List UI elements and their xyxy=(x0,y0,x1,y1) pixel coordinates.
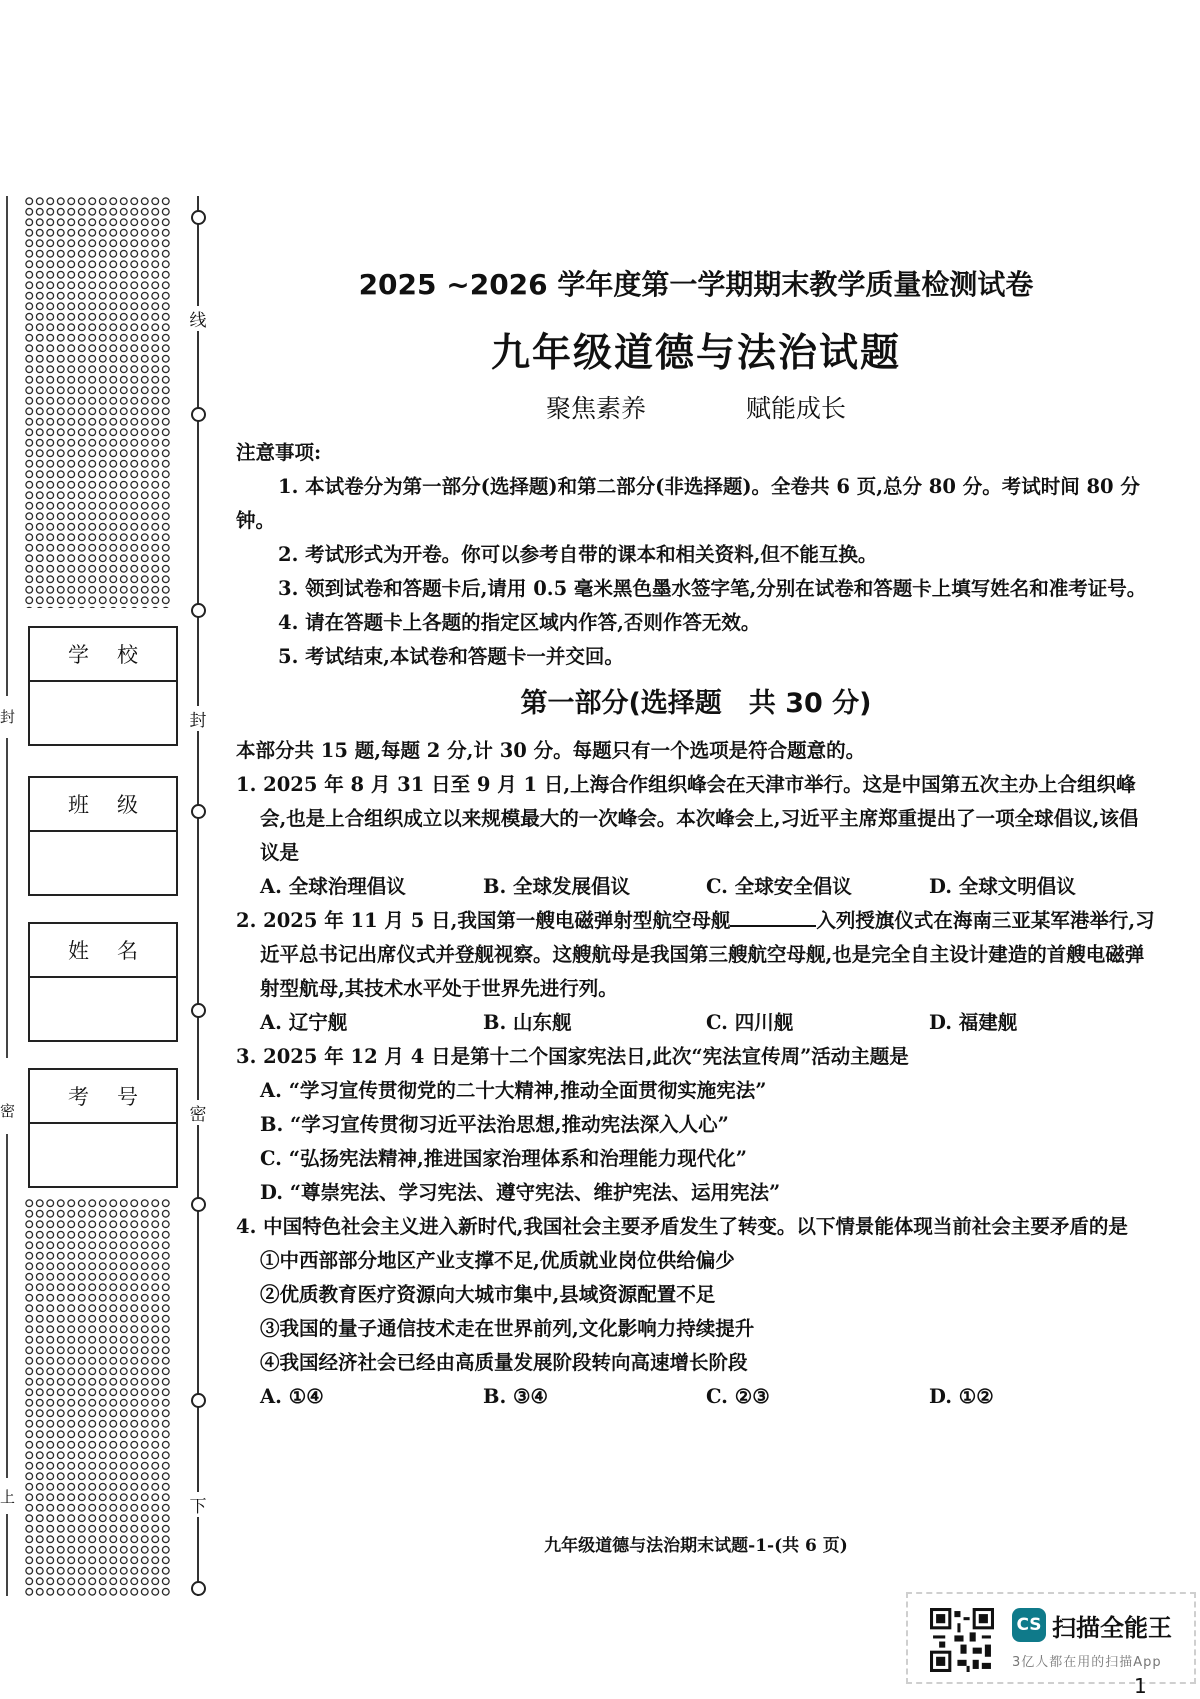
edge-line xyxy=(6,196,8,696)
statement: ①中西部部分地区产业支撑不足,优质就业岗位供给偏少 xyxy=(260,1249,735,1272)
option[interactable]: D. 全球文明倡议 xyxy=(929,875,1076,898)
option[interactable]: A. ①④ xyxy=(260,1385,324,1408)
school-field[interactable] xyxy=(28,626,178,746)
seal-mark-line: 线 xyxy=(188,306,208,331)
scanner-watermark xyxy=(906,1592,1196,1684)
notice-item: 5. 考试结束,本试卷和答题卡一并交回。 xyxy=(278,645,624,668)
seal-circle xyxy=(191,603,206,618)
corner-page-number: 1 xyxy=(1134,1674,1147,1698)
slogan-right: 赋能成长 xyxy=(745,394,846,423)
statement: ②优质教育医疗资源向大城市集中,县域资源配置不足 xyxy=(260,1283,716,1306)
option[interactable]: A. 全球治理倡议 xyxy=(260,875,406,898)
page-footer: 九年级道德与法治期末试题-1-(共 6 页) xyxy=(544,1536,848,1556)
part1-intro: 本部分共 15 题,每题 2 分,计 30 分。每题只有一个选项是符合题意的。 xyxy=(236,739,866,762)
class-label: 班级 xyxy=(30,778,176,832)
name-label: 姓名 xyxy=(30,924,176,978)
option[interactable]: B. 山东舰 xyxy=(483,1011,572,1034)
class-field[interactable] xyxy=(28,776,178,896)
scanner-app-name: 扫描全能王 xyxy=(1052,1614,1172,1642)
edge-line xyxy=(6,1134,8,1478)
exam-body xyxy=(236,436,1156,1414)
seal-mark-down: 下 xyxy=(188,1492,208,1517)
edge-line xyxy=(6,1514,8,1596)
edge-mark: 封 xyxy=(0,708,16,726)
subject-title: 九年级道德与法治试题 xyxy=(490,331,901,376)
question-2-options xyxy=(236,1006,1156,1040)
notice-item: 1. 本试卷分为第一部分(选择题)和第二部分(非选择题)。全卷共 6 页,总分 80 分。考试时间 80 分钟。 xyxy=(236,475,1140,532)
qr-code-icon xyxy=(930,1608,994,1672)
option[interactable]: B. “学习宣传贯彻习近平法治思想,推动宪法深入人心” xyxy=(260,1113,729,1136)
bubble-grid-bottom xyxy=(24,1198,172,1596)
seal-circle xyxy=(191,210,206,225)
option[interactable]: A. 辽宁舰 xyxy=(260,1011,348,1034)
exam-title: 2025 ~2026 学年度第一学期期末教学质量检测试卷 xyxy=(358,268,1034,301)
camscanner-logo-icon: CS xyxy=(1012,1608,1046,1642)
bubble-grid-top xyxy=(24,196,172,608)
edge-mark: 密 xyxy=(0,1102,16,1120)
exam-number-label: 考号 xyxy=(30,1070,176,1124)
exam-number-field[interactable] xyxy=(28,1068,178,1188)
name-field[interactable] xyxy=(28,922,178,1042)
seal-circle xyxy=(191,407,206,422)
question-1-options xyxy=(236,870,1156,904)
slogan xyxy=(236,389,1156,425)
answer-blank xyxy=(730,907,816,927)
seal-line xyxy=(197,196,199,1596)
question-4-stem: 4. 中国特色社会主义进入新时代,我国社会主要矛盾发生了转变。以下情景能体现当前社会主要矛盾的是 xyxy=(236,1215,1128,1238)
edge-line xyxy=(6,738,8,1058)
question-4-options xyxy=(236,1380,1156,1414)
option[interactable]: D. ①② xyxy=(929,1385,994,1408)
part1-title: 第一部分(选择题 共 30 分) xyxy=(520,688,872,719)
option[interactable]: C. “弘扬宪法精神,推进国家治理体系和治理能力现代化” xyxy=(260,1147,747,1170)
edge-mark: 上 xyxy=(0,1488,16,1506)
seal-circle xyxy=(191,1197,206,1212)
statement: ③我国的量子通信技术走在世界前列,文化影响力持续提升 xyxy=(260,1317,755,1340)
notice-heading: 注意事项: xyxy=(236,441,322,464)
question-2-stem-before: 2. 2025 年 11 月 5 日,我国第一艘电磁弹射型航空母舰 xyxy=(236,909,731,932)
statement: ④我国经济社会已经由高质量发展阶段转向高速增长阶段 xyxy=(260,1351,748,1374)
option[interactable]: D. “尊崇宪法、学习宪法、遵守宪法、维护宪法、运用宪法” xyxy=(260,1181,781,1204)
seal-mark-secret: 密 xyxy=(188,1100,208,1125)
option[interactable]: C. 全球安全倡议 xyxy=(706,875,852,898)
option[interactable]: A. “学习宣传贯彻党的二十大精神,推动全面贯彻实施宪法” xyxy=(260,1079,767,1102)
option[interactable]: C. ②③ xyxy=(706,1385,770,1408)
option[interactable]: B. 全球发展倡议 xyxy=(483,875,631,898)
school-label: 学校 xyxy=(30,628,176,682)
question-2-stem xyxy=(236,904,1156,1006)
question-2-stem-after: 入列授旗仪式在海南三亚某军港举行,习近平总书记出席仪式并登舰视察。这艘航母是我国第三艘航空母舰,也是完全自主设计建造的首艘电磁弹射型航母,其技术水平处于世界先进行列。 xyxy=(260,909,1155,1000)
notice-item: 4. 请在答题卡上各题的指定区域内作答,否则作答无效。 xyxy=(278,611,761,634)
question-1-stem: 1. 2025 年 8 月 31 日至 9 月 1 日,上海合作组织峰会在天津市举行。这是中国第五次主办上合组织峰会,也是上合组织成立以来规模最大的一次峰会。本次峰会上,习近平主席郑重提出了一项全球倡议,该倡议是 xyxy=(236,773,1139,864)
seal-circle xyxy=(191,1581,206,1596)
seal-circle xyxy=(191,804,206,819)
option[interactable]: B. ③④ xyxy=(483,1385,549,1408)
seal-circle xyxy=(191,1003,206,1018)
option[interactable]: D. 福建舰 xyxy=(929,1011,1018,1034)
question-3-stem: 3. 2025 年 12 月 4 日是第十二个国家宪法日,此次“宪法宣传周”活动主题是 xyxy=(236,1045,909,1068)
notice-item: 2. 考试形式为开卷。你可以参考自带的课本和相关资料,但不能互换。 xyxy=(278,543,878,566)
slogan-left: 聚焦素养 xyxy=(546,394,647,423)
notice-item: 3. 领到试卷和答题卡后,请用 0.5 毫米黑色墨水签字笔,分别在试卷和答题卡上填写姓名和准考证号。 xyxy=(278,577,1147,600)
seal-mark-seal: 封 xyxy=(188,706,208,731)
seal-circle xyxy=(191,1393,206,1408)
scanner-tagline: 3亿人都在用的扫描App xyxy=(1012,1655,1162,1670)
option[interactable]: C. 四川舰 xyxy=(706,1011,794,1034)
